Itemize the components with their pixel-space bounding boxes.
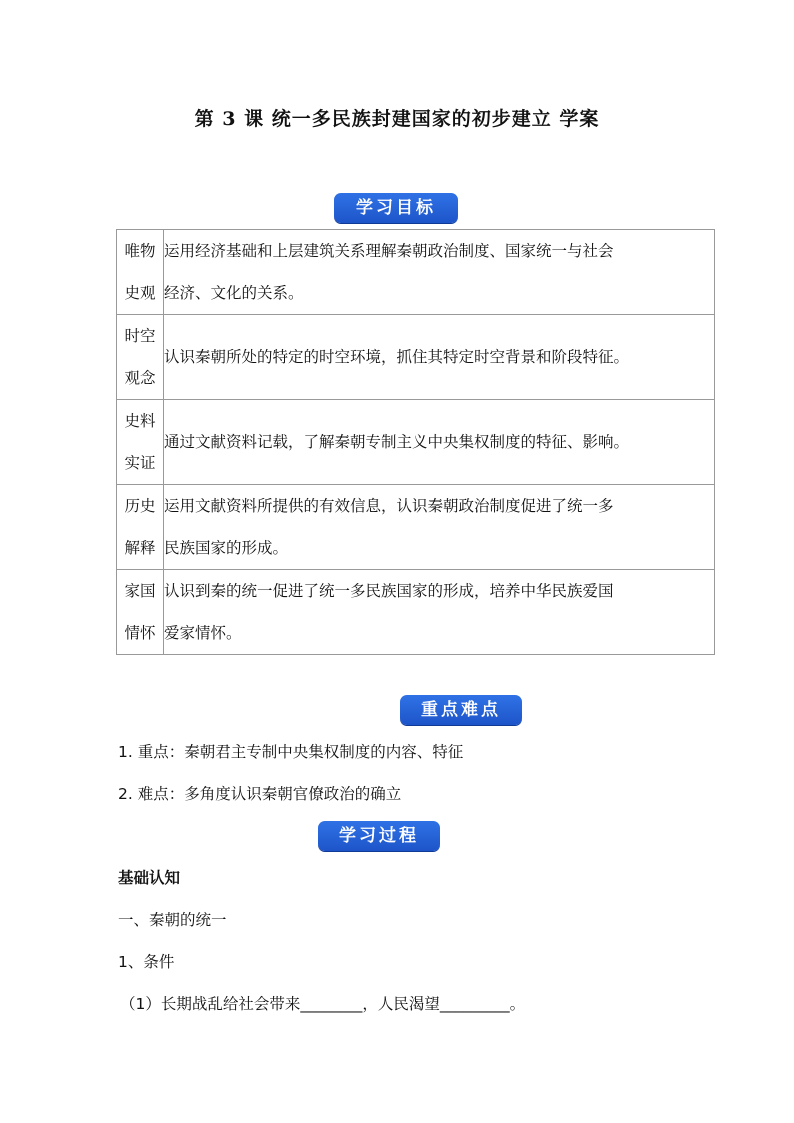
goal-description-line: 认识到秦的统一促进了统一多民族国家的形成，培养中华民族爱国 <box>164 582 614 600</box>
goal-category <box>117 230 164 315</box>
goal-description <box>164 230 715 315</box>
table-row <box>117 315 715 400</box>
goal-category <box>117 315 164 400</box>
key-point: 1. 重点：秦朝君主专制中央集权制度的内容、特征 <box>118 743 464 761</box>
goal-description <box>164 315 715 400</box>
goal-description-line: 民族国家的形成。 <box>164 539 289 557</box>
goal-category-line: 观念 <box>124 369 156 387</box>
section-badge-learning-goals: 学习目标 <box>334 193 458 223</box>
goal-category-line: 家国 <box>124 582 156 600</box>
goal-description-line: 爱家情怀。 <box>164 624 242 642</box>
goal-category <box>117 485 164 570</box>
page-title: 第 3 课 统一多民族封建国家的初步建立 学案 <box>194 108 600 130</box>
subsection-heading: 基础认知 <box>118 868 181 887</box>
table-row <box>117 400 715 485</box>
goal-description-line: 认识秦朝所处的特定的时空环境，抓住其特定时空背景和阶段特征。 <box>164 348 630 366</box>
goal-category <box>117 400 164 485</box>
goal-description <box>164 570 715 655</box>
table-row <box>117 230 715 315</box>
difficult-point: 2. 难点：多角度认识秦朝官僚政治的确立 <box>118 785 402 803</box>
goal-category-line: 历史 <box>124 497 156 515</box>
goal-category-line: 唯物 <box>124 242 156 260</box>
table-row <box>117 485 715 570</box>
learning-goals-table <box>116 229 715 655</box>
goal-category-line: 实证 <box>124 454 156 472</box>
section-heading: 一、秦朝的统一 <box>118 911 227 929</box>
section-badge-learning-process: 学习过程 <box>318 821 440 851</box>
goal-description-line: 运用文献资料所提供的有效信息，认识秦朝政治制度促进了统一多 <box>164 497 614 515</box>
fill-in-question: （1）长期战乱给社会带来________，人民渴望_________。 <box>120 995 526 1013</box>
goal-category-line: 史观 <box>124 284 156 302</box>
goal-description-line: 通过文献资料记载，了解秦朝专制主义中央集权制度的特征、影响。 <box>164 433 630 451</box>
goal-description <box>164 485 715 570</box>
goal-description-line: 运用经济基础和上层建筑关系理解秦朝政治制度、国家统一与社会 <box>164 242 614 260</box>
goal-category-line: 时空 <box>124 327 156 345</box>
goal-description <box>164 400 715 485</box>
goal-category <box>117 570 164 655</box>
goal-description-line: 经济、文化的关系。 <box>164 284 304 302</box>
goal-category-line: 史料 <box>124 412 156 430</box>
goal-category-line: 解释 <box>124 539 156 557</box>
goal-category-line: 情怀 <box>124 624 156 642</box>
section-badge-key-points: 重点难点 <box>400 695 522 725</box>
subheading: 1、条件 <box>118 953 175 971</box>
table-row <box>117 570 715 655</box>
